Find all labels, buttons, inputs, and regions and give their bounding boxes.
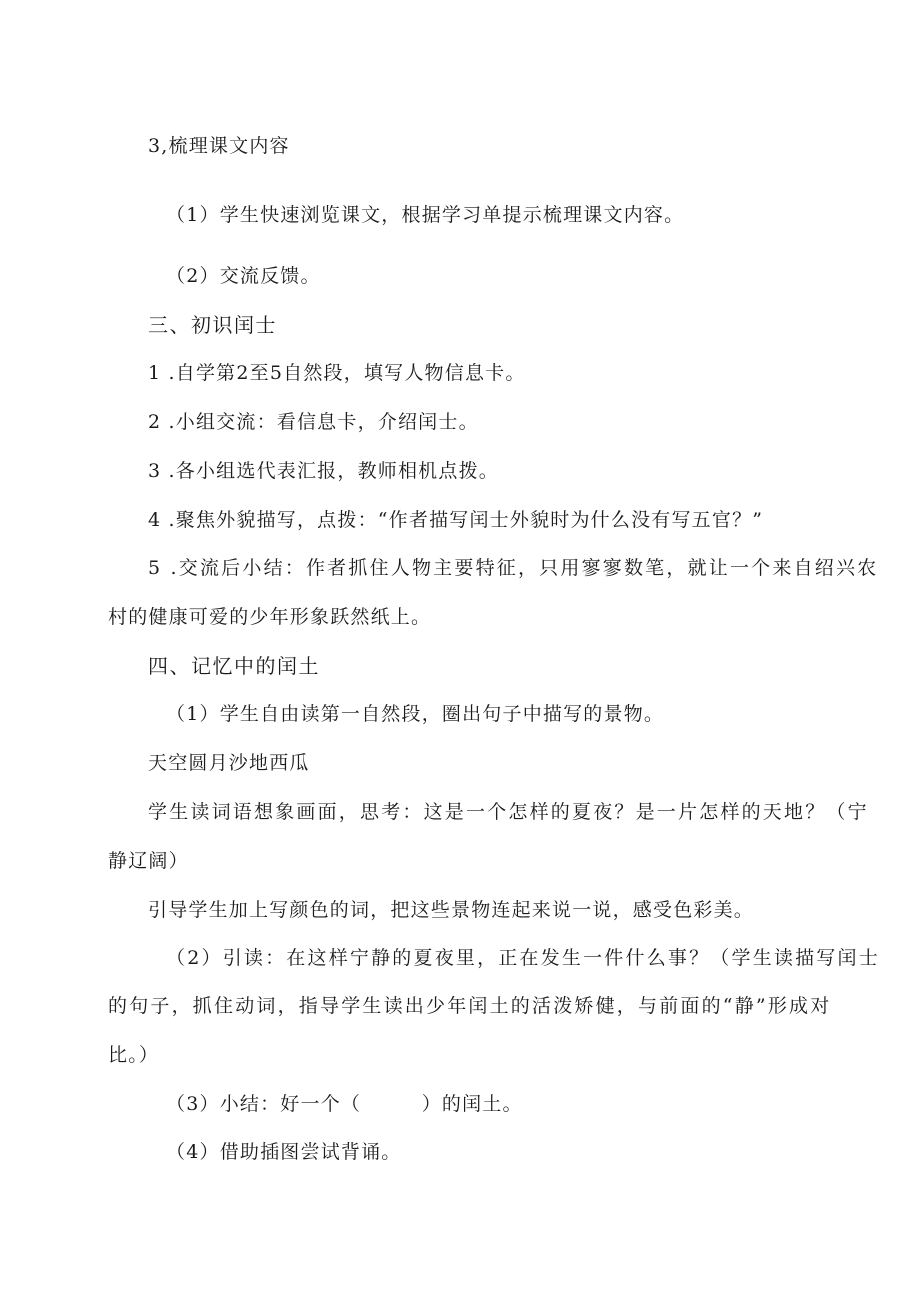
paragraph-browse-text: （1）学生快速浏览课文，根据学习单提示梳理课文内容。 xyxy=(166,204,685,226)
list-item-4: 4 .聚焦外貌描写，点拨：“作者描写闰士外貌时为什么没有写五官？” xyxy=(148,509,764,531)
paragraph-free-reading: （1）学生自由读第一自然段，圈出句子中描写的景物。 xyxy=(166,703,665,725)
paragraph-feedback: （2）交流反馈。 xyxy=(166,265,321,287)
list-item-3: 3 .各小组选代表汇报，教师相机点拨。 xyxy=(148,460,499,482)
paragraph-imagine-line-2: 静辽阔） xyxy=(108,850,189,872)
paragraph-color-words: 引导学生加上写颜色的词，把这些景物连起来说一说，感受色彩美。 xyxy=(148,899,755,921)
paragraph-guided-reading-line-3: 比。） xyxy=(108,1044,160,1066)
list-item-5-line-1: 5 .交流后小结：作者抓住人物主要特征，只用寥寥数笔，就让一个来自绍兴农 xyxy=(148,557,879,579)
section-heading-meet-runtu: 三、初识闰士 xyxy=(148,313,277,337)
list-item-1: 1 .自学第2至5自然段，填写人物信息卡。 xyxy=(148,362,526,384)
paragraph-guided-reading-line-1: （2）引读：在这样宁静的夏夜里，正在发生一件什么事？（学生读描写闰士 xyxy=(166,947,880,969)
paragraph-scenery-words: 天空圆月沙地西瓜 xyxy=(148,752,310,774)
paragraph-guided-reading-line-2: 的句子，抓住动词，指导学生读出少年闰土的活泼矫健，与前面的“静”形成对 xyxy=(108,995,832,1017)
paragraph-imagine-line-1: 学生读词语想象画面，思考：这是一个怎样的夏夜？是一片怎样的天地？（宁 xyxy=(148,801,869,823)
paragraph-summary: （3）小结：好一个（ ）的闰土。 xyxy=(166,1093,523,1115)
list-item-5-line-2: 村的健康可爱的少年形象跃然纸上。 xyxy=(108,606,432,628)
list-item-2: 2 .小组交流：看信息卡，介绍闰士。 xyxy=(148,411,479,433)
paragraph-recite: （4）借助插图尝试背诵。 xyxy=(166,1141,402,1163)
section-heading-runtu-in-memory: 四、记忆中的闰土 xyxy=(148,654,320,678)
section-heading-organize-content: 3,梳理课文内容 xyxy=(148,135,290,157)
